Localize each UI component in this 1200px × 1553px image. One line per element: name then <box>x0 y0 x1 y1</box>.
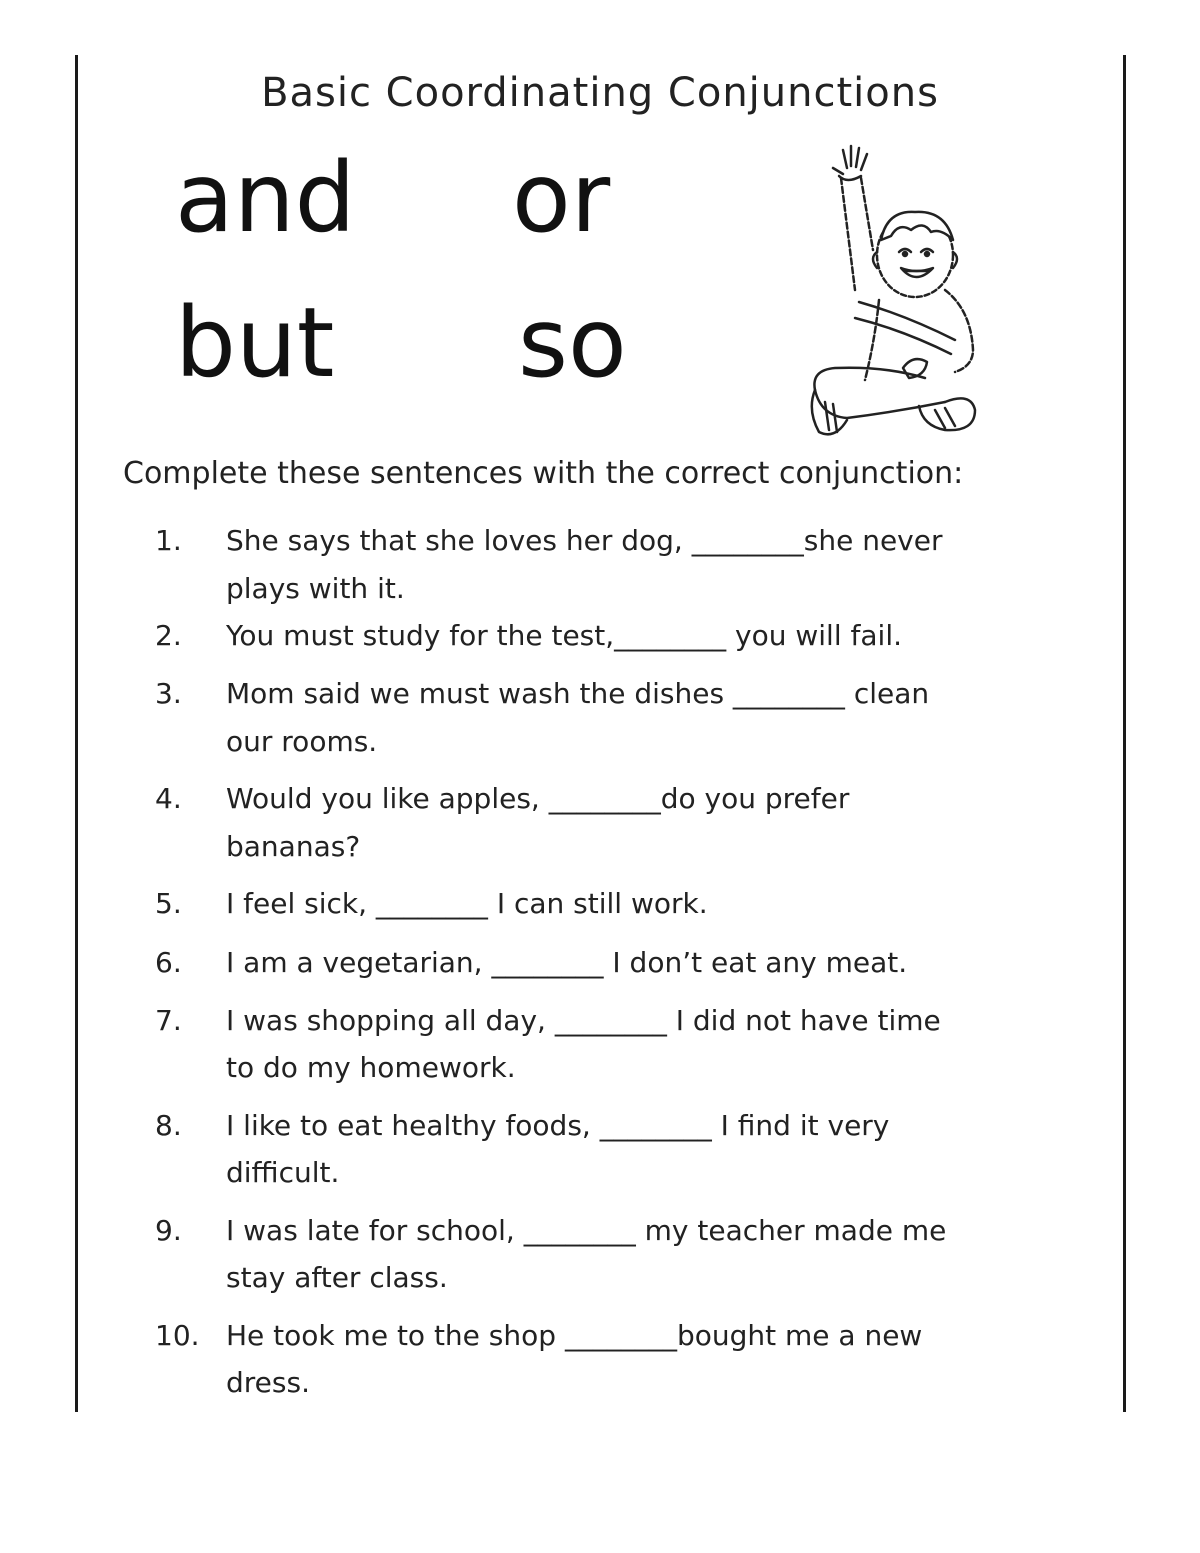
exercise-text: Would you like apples, ________do you prefer <box>226 782 850 815</box>
exercise-text: I was late for school, ________ my teacher made me <box>226 1214 947 1247</box>
exercise-text-continued: our rooms. <box>226 725 378 758</box>
conjunction-or: or <box>512 142 611 254</box>
exercise-number: 9. <box>155 1214 182 1247</box>
instruction-text: Complete these sentences with the correct conjunction: <box>123 456 964 491</box>
exercise-text-continued: stay after class. <box>226 1261 448 1294</box>
exercise-number: 10. <box>155 1319 200 1352</box>
exercise-text-continued: dress. <box>226 1366 310 1399</box>
exercise-text-continued: plays with it. <box>226 572 405 605</box>
exercise-number: 3. <box>155 677 182 710</box>
exercise-number: 1. <box>155 524 182 557</box>
exercise-text: I feel sick, ________ I can still work. <box>226 887 708 920</box>
exercise-text: I like to eat healthy foods, ________ I find it very <box>226 1109 890 1142</box>
exercise-number: 2. <box>155 619 182 652</box>
exercise-text: I was shopping all day, ________ I did not have time <box>226 1004 941 1037</box>
exercise-number: 8. <box>155 1109 182 1142</box>
exercise-text-continued: bananas? <box>226 830 361 863</box>
conjunction-and: and <box>175 142 356 254</box>
exercise-number: 6. <box>155 946 182 979</box>
exercise-text: She says that she loves her dog, ________she never <box>226 524 943 557</box>
exercise-text: You must study for the test,________ you will fail. <box>226 619 902 652</box>
exercise-number: 5. <box>155 887 182 920</box>
exercise-text-continued: difficult. <box>226 1156 340 1189</box>
conjunction-but: but <box>175 287 335 399</box>
conjunction-so: so <box>518 287 627 399</box>
exercise-text: I am a vegetarian, ________ I don’t eat any meat. <box>226 946 908 979</box>
exercise-text: Mom said we must wash the dishes ________ clean <box>226 677 930 710</box>
page-title: Basic Coordinating Conjunctions <box>261 70 939 116</box>
exercise-number: 7. <box>155 1004 182 1037</box>
exercise-number: 4. <box>155 782 182 815</box>
exercise-text-continued: to do my homework. <box>226 1051 516 1084</box>
exercise-text: He took me to the shop ________bought me a new <box>226 1319 923 1352</box>
